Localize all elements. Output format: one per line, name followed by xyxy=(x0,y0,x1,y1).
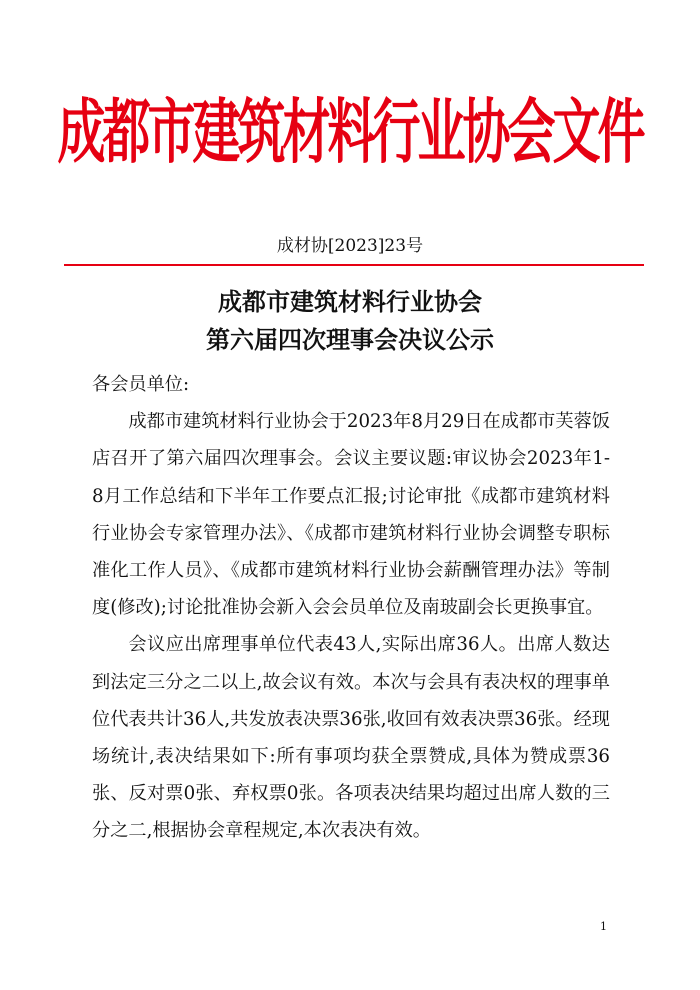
page-number: 1 xyxy=(600,920,607,933)
masthead-title: 成都市建筑材料行业协会文件 xyxy=(57,92,643,174)
document-number: 成材协[2023]23号 xyxy=(276,236,424,256)
document-body xyxy=(92,366,610,850)
paragraph-voting-result: 会议应出席理事单位代表43人,实际出席36人。出席人数达到法定三分之二以上,故会议有效。本次与会具有表决权的理事单位代表共计36人,共发放表决票36张,收回有效表决票36张。经现场统计,表决结果如下:所有事项均获全票赞成,具体为赞成票36张、反对票0张、弃权票0张。各项表决结果均超过出席人数的三分之二,根据协会章程规定,本次表决有效。 xyxy=(92,634,610,842)
notice-title-line-1: 成都市建筑材料行业协会 xyxy=(218,288,482,316)
notice-title-line-2: 第六届四次理事会决议公示 xyxy=(206,326,494,354)
paragraph-meeting-info: 成都市建筑材料行业协会于2023年8月29日在成都市芙蓉饭店召开了第六届四次理事会。会议主要议题:审议协会2023年1-8月工作总结和下半年工作要点汇报;讨论审批《成都市建筑材料行业协会专家管理办法》、《成都市建筑材料行业协会调整专职标准化工作人员》、《成都市建筑材料行业协会薪酬管理办法》等制度(修改);讨论批准协会新入会会员单位及南玻副会长更换事宜。 xyxy=(92,411,610,619)
red-separator-line xyxy=(64,264,644,266)
salutation: 各会员单位: xyxy=(92,374,190,395)
